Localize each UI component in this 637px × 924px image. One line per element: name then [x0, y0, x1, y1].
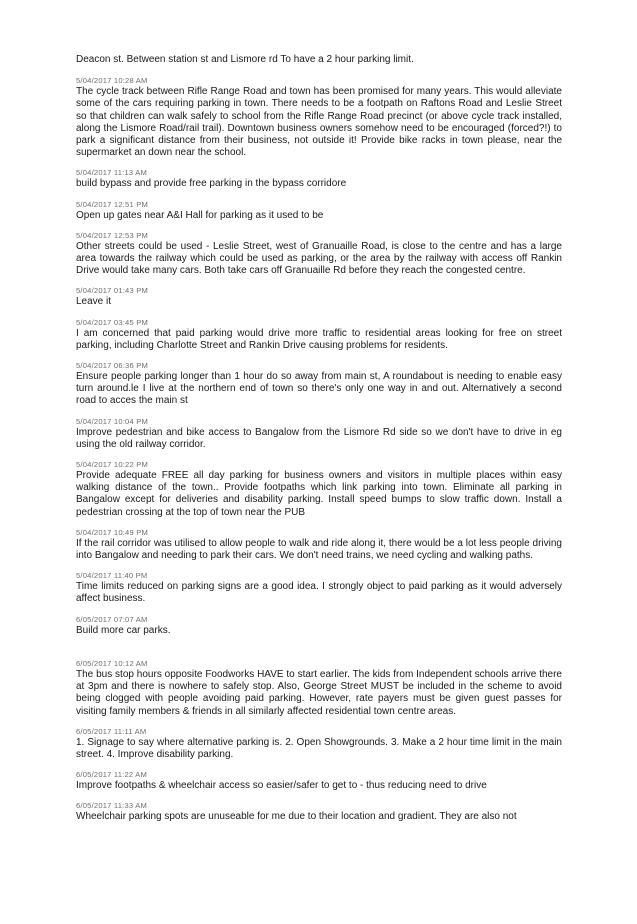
- comment-timestamp: 5/04/2017 10:28 AM: [76, 76, 148, 86]
- comment-text: Improve footpaths & wheelchair access so easier/safer to get to - thus reducing need to drive: [76, 780, 487, 792]
- comment-text: Open up gates near A&I Hall for parking as it used to be: [76, 209, 324, 221]
- comment-entry: [76, 231, 562, 278]
- comment-timestamp: 5/04/2017 11:13 AM: [76, 168, 148, 178]
- comment-text: If the rail corridor was utilised to allow people to walk and ride along it, there would be a lot less people driving into Bangalow and needing to park their cars. We don't need trains, we need cycling and walking paths.: [76, 537, 562, 562]
- document-page: [76, 54, 562, 833]
- comment-text: Time limits reduced on parking signs are a good idea. I strongly object to paid parking as it would adversely affect business.: [76, 581, 562, 605]
- comment-text: Leave it: [76, 296, 112, 308]
- comment-text: 1. Signage to say where alternative parking is. 2. Open Showgrounds. 3. Make a 2 hour time limit in the main street. 4. Improve disability parking.: [76, 736, 562, 760]
- comment-timestamp: 5/04/2017 03:45 PM: [76, 317, 148, 327]
- comment-timestamp: 5/04/2017 06:36 PM: [76, 361, 148, 371]
- comment-text: The bus stop hours opposite Foodworks HAVE to start earlier. The kids from Independent schools arrive there at 3pm and there is nowhere to safely stop. Also, George Street MUST be included in the scheme to avoid being clogged with people avoiding paid parking. However, rate payers must be given guest passes for visiting family members & friends in all similarly affected residential town centre areas.: [76, 668, 562, 717]
- comment-text: Provide adequate FREE all day parking for business owners and visitors in multiple places within easy walking distance of the town.. Provide footpaths which link parking into town. Eliminate all parking in Bangalow except for deliveries and disability parking. Install speed bumps to slow traffic down. Install a pedestrian crossing at the top of town near the PUB: [76, 470, 562, 518]
- intro-comment: Deacon st. Between station st and Lismore rd To have a 2 hour parking limit.: [76, 54, 414, 65]
- comment-timestamp: 5/04/2017 11:40 PM: [76, 571, 148, 581]
- comment-text: Ensure people parking longer than 1 hour do so away from main st, A roundabout is needing to enable easy turn around.le I live at the northern end of town so there's only one way in and out. Alternatively a second road to acces the main st: [76, 371, 562, 407]
- comment-timestamp: 5/04/2017 12:53 PM: [76, 230, 148, 240]
- comment-timestamp: 6/05/2017 07:07 AM: [76, 614, 148, 624]
- comment-entry: [76, 615, 562, 637]
- comment-entry: [76, 528, 562, 562]
- comment-timestamp: 6/05/2017 11:33 AM: [76, 801, 148, 811]
- comment-entry: [76, 801, 562, 823]
- comment-entry: [76, 659, 562, 718]
- comment-entry: [76, 168, 562, 190]
- comment-timestamp: 5/04/2017 01:43 PM: [76, 286, 148, 296]
- comment-text: Build more car parks.: [76, 624, 171, 636]
- comment-text: Wheelchair parking spots are unuseable for me due to their location and gradient. They are also not: [76, 811, 517, 823]
- comment-text: build bypass and provide free parking in the bypass corridore: [76, 178, 347, 190]
- comment-timestamp: 6/05/2017 11:11 AM: [76, 726, 147, 736]
- comment-entry: [76, 770, 562, 792]
- comment-entry: [76, 200, 562, 222]
- comment-entry: [76, 727, 562, 761]
- comment-timestamp: 5/04/2017 10:04 PM: [76, 416, 148, 426]
- comment-entry: [76, 76, 562, 159]
- comment-timestamp: 5/04/2017 10:49 PM: [76, 527, 148, 537]
- comment-text: I am concerned that paid parking would drive more traffic to residential areas looking for free on street parking, including Charlotte Street and Rankin Drive causing problems for residents.: [76, 327, 562, 351]
- comment-timestamp: 6/05/2017 11:22 AM: [76, 770, 148, 780]
- comment-entry: [76, 286, 562, 308]
- comment-text: Improve pedestrian and bike access to Bangalow from the Lismore Rd side so we don't have to drive in eg using the old railway corridor.: [76, 426, 562, 450]
- comment-timestamp: 5/04/2017 10:22 PM: [76, 460, 148, 470]
- comment-entry: [76, 460, 562, 519]
- comment-entry: [76, 571, 562, 605]
- comment-timestamp: 6/05/2017 10:12 AM: [76, 658, 148, 668]
- comment-entry: [76, 361, 562, 408]
- comment-text: The cycle track between Rifle Range Road and town has been promised for many years. This would alleviate some of the cars requiring parking in town. There needs to be a footpath on Raftons Road and Leslie Street so that children can walk safely to school from the Rifle Range Road precinct (or above cycle track installed, along the Lismore Road/rail trail). Downtown business owners somehow need to be encouraged (forced?!) to park a significant distance from their business, not outside it! Provide bike racks in town please, near the supermarket an down near the school.: [76, 86, 562, 159]
- comment-entry: [76, 417, 562, 451]
- comment-text: Other streets could be used - Leslie Street, west of Granuaille Road, is close to the centre and has a large area towards the railway which could be used as parking, or the area by the railway with access off Rankin Drive would take many cars. Both take cars off Granuaille Rd before they reach the congested centre.: [76, 240, 562, 277]
- comment-entry: [76, 318, 562, 352]
- comment-timestamp: 5/04/2017 12:51 PM: [76, 199, 148, 209]
